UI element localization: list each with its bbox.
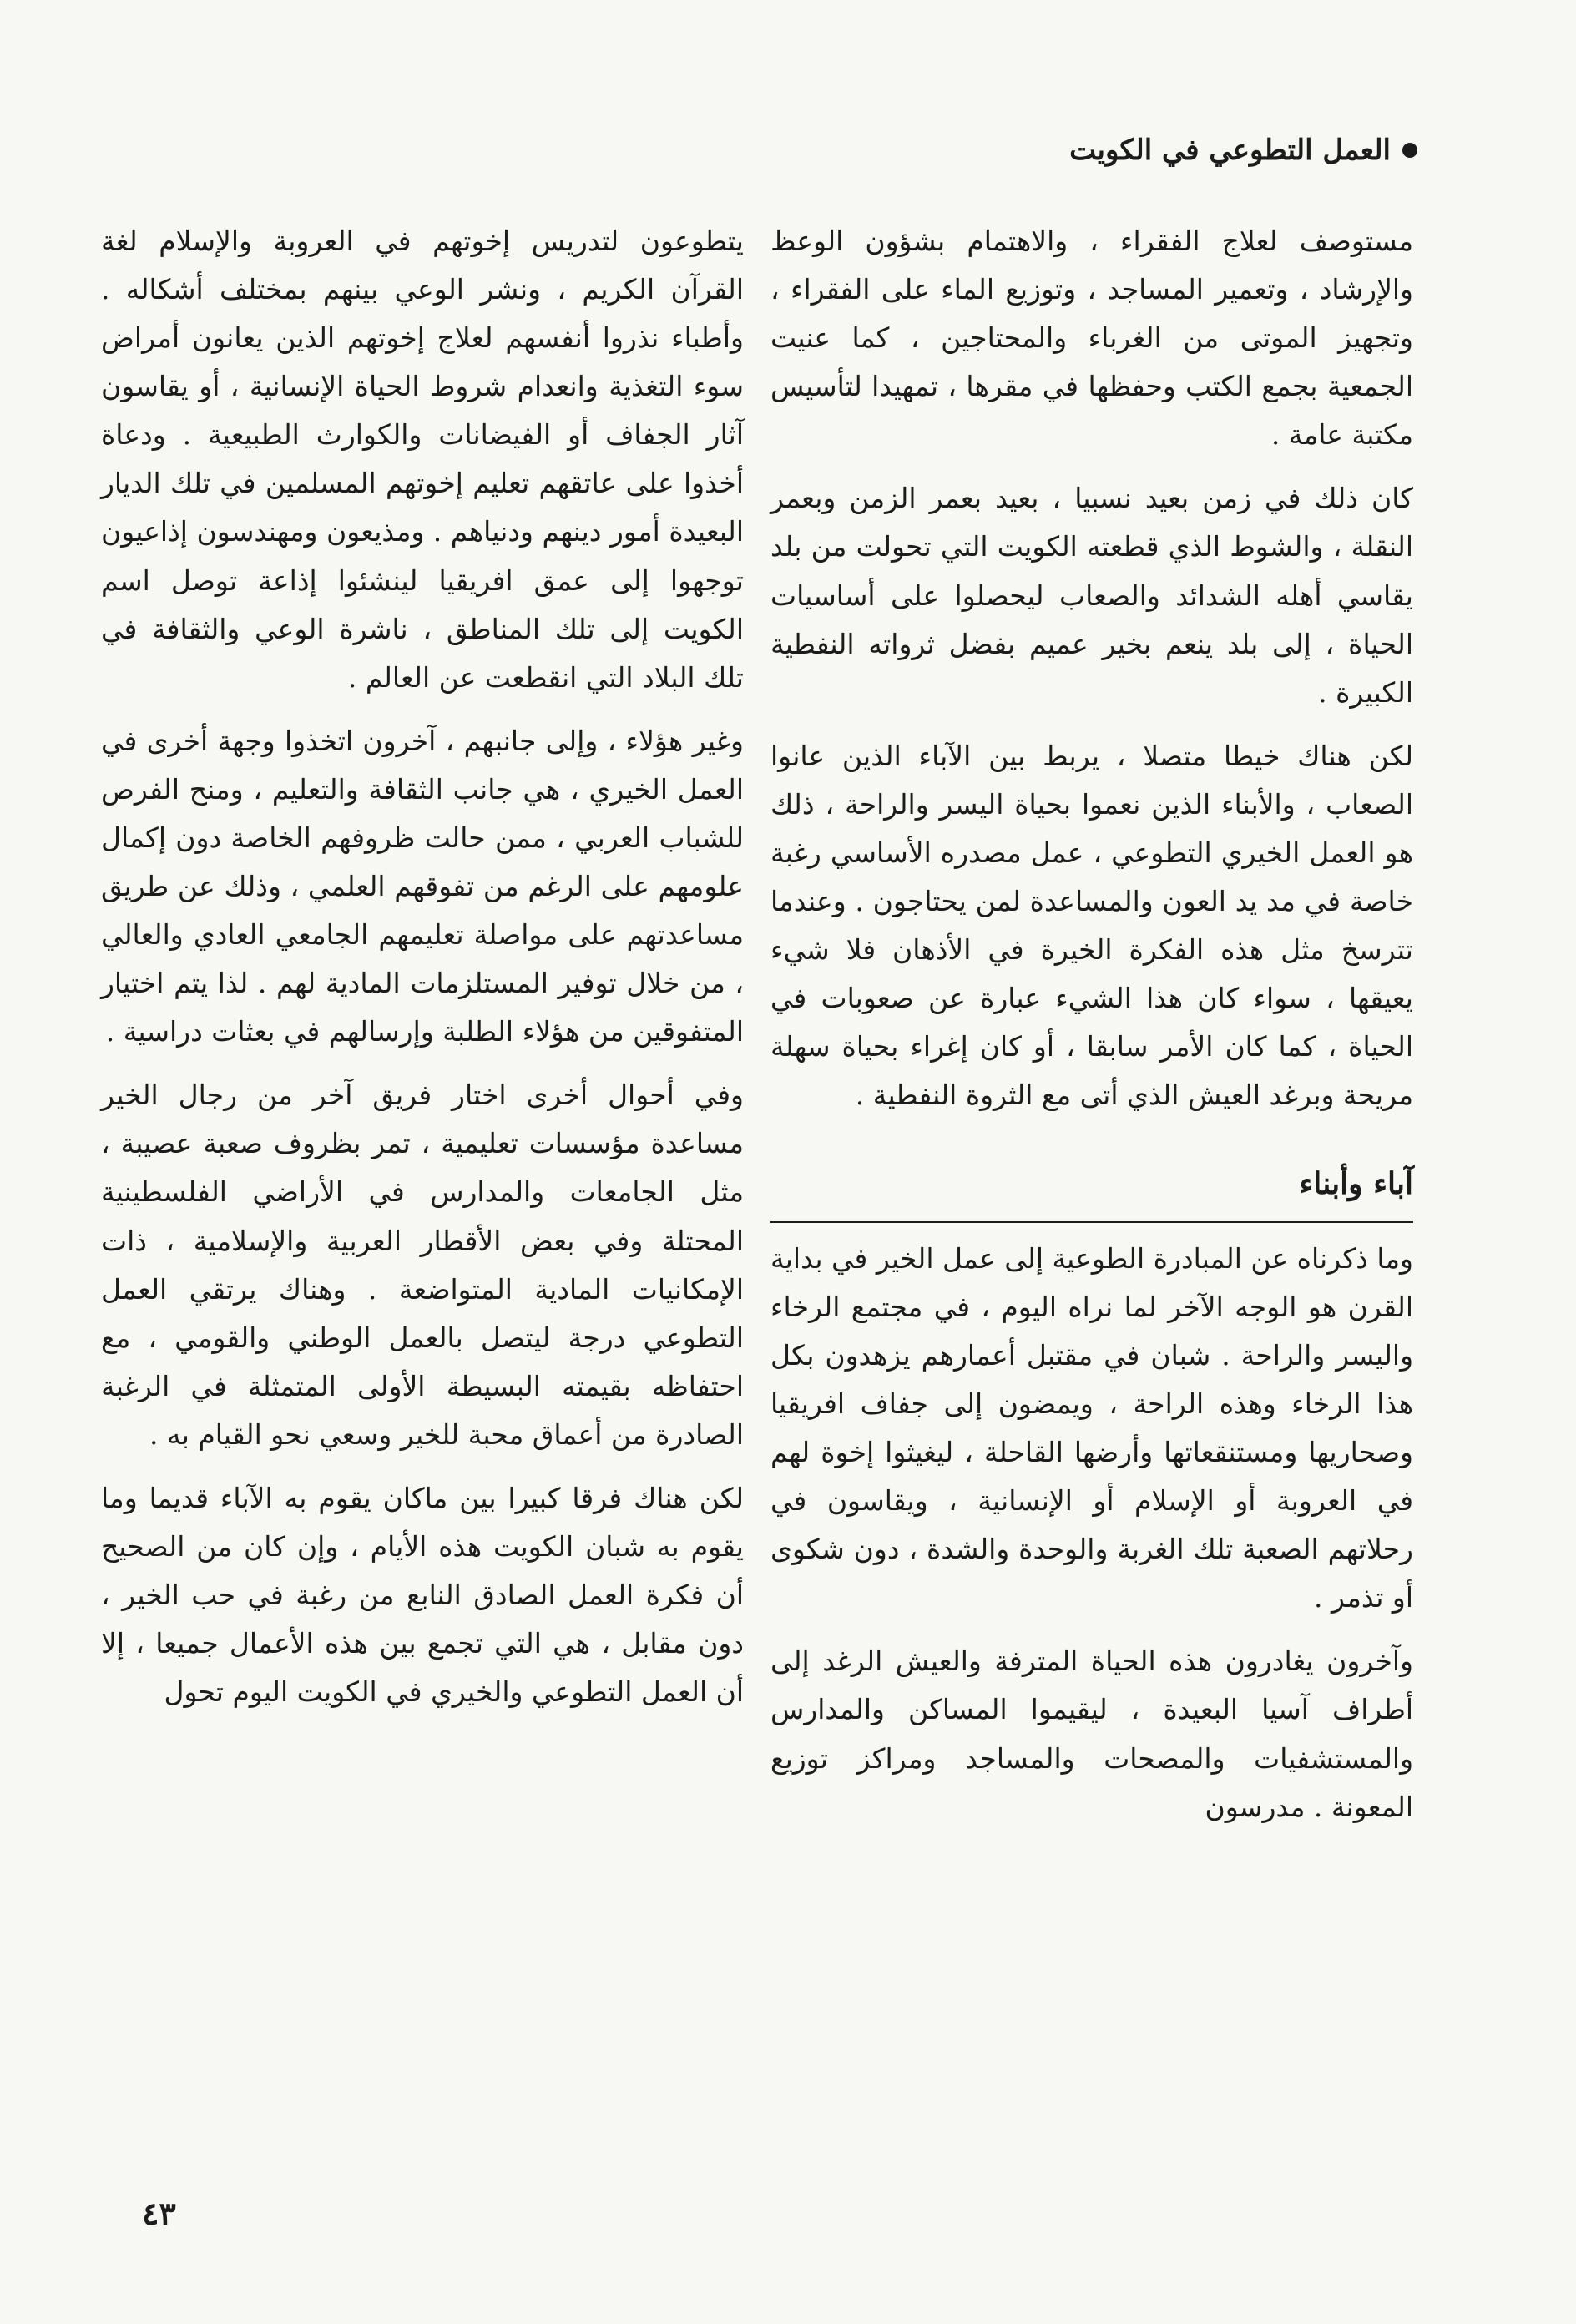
paragraph: وفي أحوال أخرى اختار فريق آخر من رجال الخير مساعدة مؤسسات تعليمية ، تمر بظروف صعبة عصيبة ، مثل الجامعات والمدارس في الأراضي الفلسطينية المحتلة وفي بعض الأقطار العربية والإسلامية ، ذات الإمكانيات المادية المتواضعة . وهناك يرتقي العمل التطوعي درجة ليتصل بالعمل الوطني والقومي ، مع احتفاظه بقيمته البسيطة الأولى المتمثلة في الرغبة الصادرة من أعماق محبة للخير وسعي نحو القيام به . (101, 1079, 744, 1451)
paragraph: وغير هؤلاء ، وإلى جانبهم ، آخرون اتخذوا وجهة أخرى في العمل الخيري ، هي جانب الثقافة والتعليم ، ومنح الفرص للشباب العربي ، ممن حالت ظروفهم الخاصة دون إكمال علومهم على الرغم من تفوقهم العلمي ، وذلك عن طريق مساعدتهم على مواصلة تعليمهم الجامعي العادي والعالي ، من خلال توفير المستلزمات المادية لهم . لذا يتم اختيار المتفوقين من هؤلاء الطلبة وإرسالهم في بعثات دراسية . (101, 724, 744, 1048)
paragraph: لكن هناك فرقا كبيرا بين ماكان يقوم به الآباء قديما وما يقوم به شبان الكويت هذه الأيام ، وإن كان من الصحيح أن فكرة العمل الصادق النابع من رغبة في حب الخير ، دون مقابل ، هي التي تجمع بين هذه الأعمال جميعا ، إلا أن العمل التطوعي والخيري في الكويت اليوم تحول (101, 1481, 744, 1709)
heading-rule (770, 1221, 1413, 1223)
page-number: ٤٣ (142, 2195, 176, 2232)
paragraph: لكن هناك خيطا متصلا ، يربط بين الآباء الذين عانوا الصعاب ، والأبناء الذين نعموا بحياة اليسر والراحة ، ذلك هو العمل الخيري التطوعي ، عمل مصدره الأساسي رغبة خاصة في مد يد العون والمساعدة لمن يحتاجون . وعندما تترسخ مثل هذه الفكرة الخيرة في الأذهان فلا شيء يعيقها ، سواء كان هذا الشيء عبارة عن صعوبات في الحياة ، كما كان الأمر سابقا ، أو كان إغراء بحياة سهلة مريحة وبرغد العيش الذي أتى مع الثروة النفطية . (770, 739, 1413, 1112)
bullet-icon (1402, 143, 1417, 158)
running-title: العمل التطوعي في الكويت (1069, 134, 1391, 167)
paragraph: كان ذلك في زمن بعيد نسبيا ، بعيد بعمر الزمن وبعمر النقلة ، والشوط الذي قطعته الكويت التي تحولت من بلد يقاسي أهله الشدائد والصعاب ليحصلوا على أساسيات الحياة ، إلى بلد ينعم بخير عميم بفضل ثرواته النفطية الكبيرة . (770, 482, 1413, 709)
paragraph: يتطوعون لتدريس إخوتهم في العروبة والإسلام لغة القرآن الكريم ، ونشر الوعي بينهم بمختلف أشكاله . وأطباء نذروا أنفسهم لعلاج إخوتهم الذين يعانون أمراض سوء التغذية وانعدام شروط الحياة الإنسانية ، أو يقاسون آثار الجفاف أو الفيضانات والكوارث الطبيعية . ودعاة أخذوا على عاتقهم تعليم إخوتهم المسلمين في تلك الديار البعيدة أمور دينهم ودنياهم . ومذيعون ومهندسون إذاعيون توجهوا إلى عمق افريقيا لينشئوا إذاعة توصل اسم الكويت إلى تلك المناطق ، ناشرة الوعي والثقافة في تلك البلاد التي انقطعت عن العالم . (101, 225, 744, 694)
paragraph: وآخرون يغادرون هذه الحياة المترفة والعيش الرغد إلى أطراف آسيا البعيدة ، ليقيموا المساكن والمدارس والمستشفيات والمصحات والمساجد ومراكز توزيع المعونة . مدرسون (770, 1644, 1413, 1823)
left-column (101, 217, 744, 1731)
running-header (1069, 134, 1417, 167)
paragraph: مستوصف لعلاج الفقراء ، والاهتمام بشؤون الوعظ والإرشاد ، وتعمير المساجد ، وتوزيع الماء على الفقراء ، وتجهيز الموتى من الغرباء والمحتاجين ، كما عنيت الجمعية بجمع الكتب وحفظها في مقرها ، تمهيدا لتأسيس مكتبة عامة . (770, 225, 1413, 452)
right-column (770, 217, 1413, 1847)
section-heading: آباء وأبناء (1299, 1166, 1413, 1202)
paragraph: وما ذكرناه عن المبادرة الطوعية إلى عمل الخير في بداية القرن هو الوجه الآخر لما نراه اليوم ، في مجتمع الرخاء واليسر والراحة . شبان في مقتبل أعمارهم يزهدون بكل هذا الرخاء وهذه الراحة ، ويمضون إلى جفاف افريقيا وصحاريها ومستنقعاتها وأرضها القاحلة ، ليغيثوا إخوة لهم في العروبة أو الإسلام أو الإنسانية ، ويقاسون في رحلاتهم الصعبة تلك الغربة والوحدة والشدة ، دون شكوى أو تذمر . (770, 1241, 1413, 1614)
